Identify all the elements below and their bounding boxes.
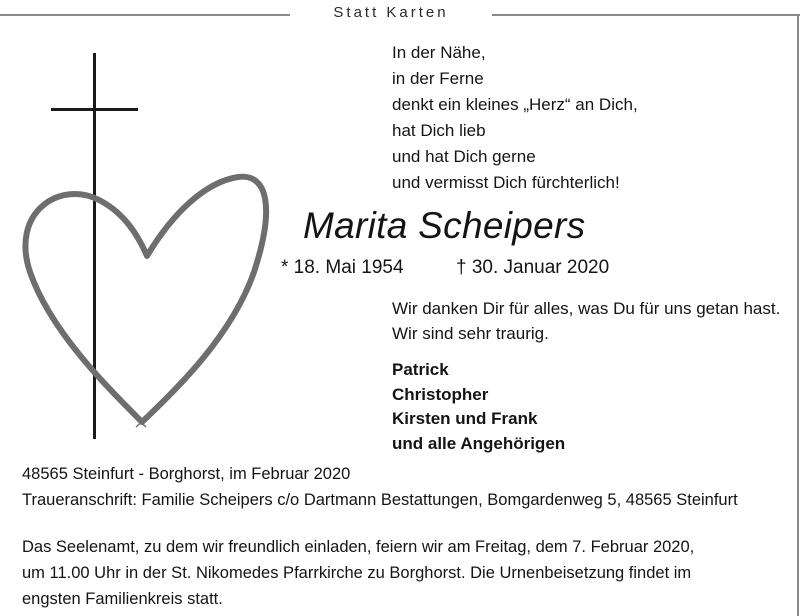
signer-name: Kirsten und Frank	[392, 409, 538, 428]
signers-list	[392, 358, 565, 456]
poem-line: denkt ein kleines „Herz“ an Dich,	[392, 95, 638, 114]
poem-line: und hat Dich gerne	[392, 147, 536, 166]
cross-icon	[51, 53, 138, 439]
poem-line: hat Dich lieb	[392, 121, 486, 140]
death-date: † 30. Januar 2020	[456, 257, 610, 278]
thanks-line: Wir danken Dir für alles, was Du für uns getan hast.	[392, 299, 781, 318]
header-statt-karten: Statt Karten	[333, 4, 449, 21]
poem-line: und vermisst Dich fürchterlich!	[392, 173, 620, 192]
notice-line: Das Seelenamt, zu dem wir freundlich einladen, feiern wir am Freitag, dem 7. Februar 2020,	[22, 538, 695, 556]
signer-name: Christopher	[392, 384, 489, 404]
cross-heart-symbol	[0, 0, 300, 450]
heart-icon	[25, 177, 266, 422]
poem-line: In der Nähe,	[392, 43, 486, 62]
frame-right-line	[797, 14, 799, 616]
service-notice	[22, 534, 798, 612]
poem-line: in der Ferne	[392, 69, 484, 88]
frame-top-right-line	[492, 14, 800, 16]
deceased-name: Marita Scheipers	[303, 205, 586, 246]
mourning-address: Traueranschrift: Familie Scheipers c/o Dartmann Bestattungen, Bomgardenweg 5, 48565 Steinfurt	[22, 491, 738, 509]
poem	[392, 40, 638, 196]
birth-date: * 18. Mai 1954	[281, 257, 404, 278]
notice-line: um 11.00 Uhr in der St. Nikomedes Pfarrkirche zu Borghorst. Die Urnenbeisetzung findet im	[22, 564, 692, 582]
thanks-line: Wir sind sehr traurig.	[392, 324, 549, 343]
notice-line: engsten Familienkreis statt.	[22, 590, 223, 608]
place-and-date: 48565 Steinfurt - Borghorst, im Februar 2020	[22, 465, 351, 483]
thanks-text	[392, 296, 780, 346]
signer-name: Patrick	[392, 360, 449, 379]
signer-name: und alle Angehörigen	[392, 433, 566, 453]
